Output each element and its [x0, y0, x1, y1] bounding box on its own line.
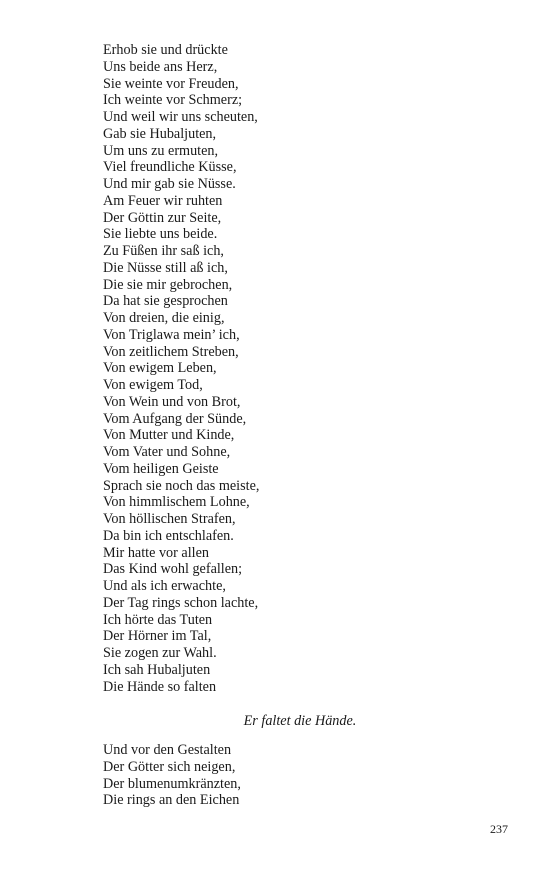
verse-line: Zu Füßen ihr saß ich, [103, 243, 224, 259]
verse-line: Sie weinte vor Freuden, [103, 75, 239, 92]
verse-line: Von ewigem Tod, [103, 377, 203, 393]
stage-direction: Er faltet die Hände. [243, 713, 357, 729]
verse-line: Uns beide ans Herz, [103, 58, 218, 75]
verse-line: Ich weinte vor Schmerz; [103, 92, 243, 109]
verse-line: Viel freundliche Küsse, [103, 159, 237, 176]
verse-line: Die Hände so falten [103, 678, 217, 695]
page-number: 237 [490, 822, 508, 836]
verse-line: Von zeitlichem Streben, [103, 343, 239, 360]
verse-line: Am Feuer wir ruhten [103, 192, 223, 209]
verse-line: Von höllischen Strafen, [103, 511, 236, 527]
verse-line: Der Tag rings schon lachte, [103, 594, 259, 611]
verse-line: Da hat sie gesprochen [103, 293, 228, 310]
verse-line: Und weil wir uns scheuten, [103, 109, 258, 125]
verse-stanza-2 [103, 742, 241, 809]
verse-line: Die sie mir gebrochen, [103, 276, 233, 293]
verse-line: Mir hatte vor allen [103, 544, 209, 561]
verse-line: Vom Vater und Sohne, [103, 444, 231, 460]
verse-line: Erhob sie und drückte [103, 42, 228, 58]
verse-line: Vom Aufgang der Sünde, [103, 410, 247, 427]
verse-line: Von Mutter und Kinde, [103, 427, 235, 444]
verse-line: Die Nüsse still aß ich, [103, 259, 228, 276]
verse-line: Vom heiligen Geiste [103, 460, 219, 477]
verse-line: Der Götter sich neigen, [103, 758, 236, 775]
verse-line: Die rings an den Eichen [103, 792, 240, 809]
verse-line: Von ewigem Leben, [103, 360, 217, 377]
verse-line: Von himmlischem Lohne, [103, 494, 250, 511]
verse-line: Ich sah Hubaljuten [103, 661, 211, 678]
verse-line: Gab sie Hubaljuten, [103, 125, 217, 142]
verse-line: Von Wein und von Brot, [103, 393, 241, 410]
verse-line: Das Kind wohl gefallen; [103, 561, 243, 578]
verse-line: Sie zogen zur Wahl. [103, 645, 217, 661]
verse-line: Und mir gab sie Nüsse. [103, 176, 236, 192]
verse-line: Der Hörner im Tal, [103, 628, 212, 645]
verse-line: Da bin ich entschlafen. [103, 527, 234, 544]
verse-line: Sprach sie noch das meiste, [103, 477, 260, 494]
verse-line: Ich hörte das Tuten [103, 611, 213, 628]
verse-line: Und als ich erwachte, [103, 578, 226, 594]
verse-line: Von dreien, die einig, [103, 310, 225, 326]
verse-stanza-1 [103, 42, 259, 695]
verse-line: Sie liebte uns beide. [103, 226, 218, 243]
verse-line: Von Triglawa mein’ ich, [103, 326, 240, 343]
verse-line: Der Göttin zur Seite, [103, 209, 222, 226]
verse-line: Und vor den Gestalten [103, 742, 232, 758]
verse-line: Der blumenumkränzten, [103, 775, 241, 792]
verse-line: Um uns zu ermuten, [103, 142, 219, 159]
